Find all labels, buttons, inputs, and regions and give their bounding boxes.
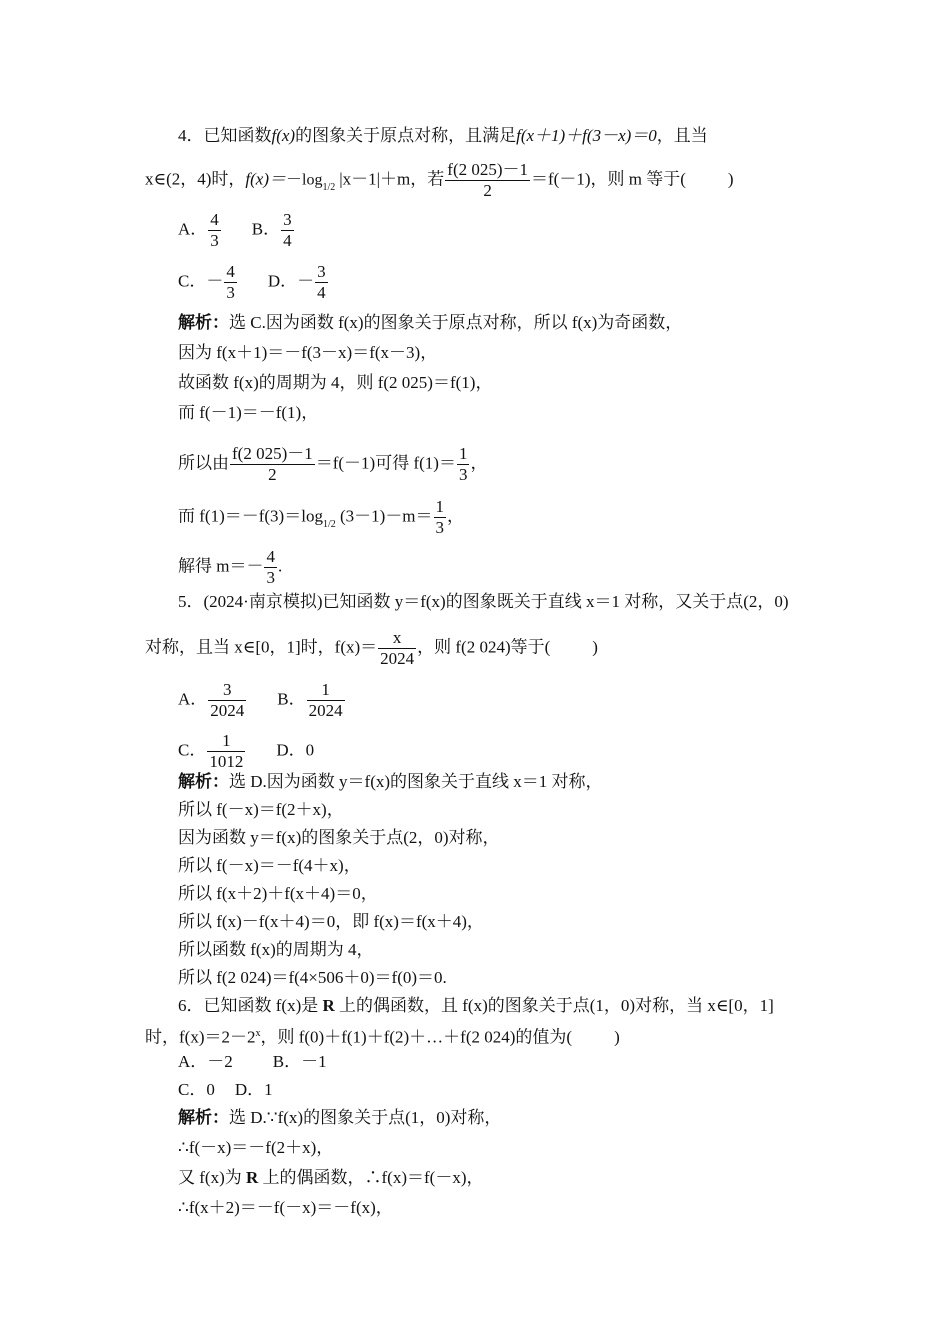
- q6-analysis-line1: 解析：选 D.∵f(x)的图象关于点(1，0)对称，: [178, 1108, 502, 1127]
- q4-stem-line2: x∈(2，4)时，$f(x)=-\log_{1/2}$ |x－1|＋m，若 $\frac{f(2 025)-1}{2}$ ＝f(－1)，则 m 等于( ): [145, 160, 734, 200]
- q6-stem-line1: 6．已知函数 f(x)是 R 上的偶函数，且 f(x)的图象关于点(1，0)对称，当 x∈[0，1]: [178, 996, 774, 1015]
- option-a-fraction: $\frac{4}{3}$: [210, 210, 219, 250]
- q5-analysis-line7: 所以函数 f(x)的周期为 4，: [178, 940, 374, 959]
- q4-analysis-line5: 所以由 $\frac{f(2 025)-1}{2}$ ＝f(－1)可得 f(1)＝ $\frac{1}{3}$ ，: [178, 444, 488, 484]
- q4-analysis-line7: 解得 m＝－ $\frac{4}{3}$ .: [178, 547, 283, 587]
- q4-analysis-line2: 因为 f(x＋1)＝－f(3－x)＝f(x－3)，: [178, 343, 438, 362]
- q5-options-ab: A． $\frac{3}{2024}$ B． $\frac{1}{2024}$: [178, 680, 343, 720]
- q6-analysis-line4: ∴f(x＋2)＝－f(－x)＝－f(x)，: [178, 1198, 393, 1217]
- q5-analysis-line1: 解析：选 D.因为函数 y＝f(x)的图象关于直线 x＝1 对称，: [178, 772, 603, 791]
- q5-stem-line1: 5．(2024·南京模拟)已知函数 y＝f(x)的图象既关于直线 x＝1 对称，又关于点(2，0): [178, 592, 789, 611]
- q4-analysis-line1: 解析：选 C.因为函数 f(x)的图象关于原点对称，所以 f(x)为奇函数，: [178, 313, 683, 332]
- q4-stem-line1: 4．已知函数f(x)的图象关于原点对称，且满足f(x＋1)＋f(3－x)＝0，且当: [178, 126, 708, 145]
- q4-options-cd: C．－ $\frac{4}{3}$ D．－ $\frac{3}{4}$: [178, 262, 326, 302]
- option-b-fraction: $\frac{3}{4}$: [283, 210, 292, 250]
- q5-analysis-line3: 因为函数 y＝f(x)的图象关于点(2，0)对称，: [178, 828, 500, 847]
- q4-analysis-line6: 而 $f(1)=-f(3)=\log_{1/2}$ (3－1)－m＝ $\frac{1}{3}$ ，: [178, 497, 465, 537]
- option-c-fraction: $\frac{4}{3}$: [226, 262, 235, 302]
- q6-options-ab: A．－2 B．－1: [178, 1052, 327, 1071]
- q5-options-cd: C． $\frac{1}{1012}$ D．0: [178, 731, 315, 771]
- q5-analysis-line2: 所以 f(－x)＝f(2＋x)，: [178, 800, 344, 819]
- q4-fraction: $\frac{f(2 025)-1}{2}$: [447, 160, 529, 200]
- q5-stem-line2: 对称，且当 x∈[0，1]时，f(x)＝ $\frac{x}{2024}$ ，则 f(2 024)等于( ): [145, 628, 598, 668]
- q6-analysis-line3: 又 f(x)为 R 上的偶函数，∴f(x)＝f(－x)，: [178, 1168, 484, 1187]
- q5-analysis-line6: 所以 f(x)－f(x＋4)＝0，即 f(x)＝f(x＋4)，: [178, 912, 484, 931]
- q4-analysis-line3: 故函数 f(x)的周期为 4，则 f(2 025)＝f(1)，: [178, 373, 493, 392]
- q5-analysis-line4: 所以 f(－x)＝－f(4＋x)，: [178, 856, 361, 875]
- q6-stem-line2: 时，$f(x)=2-2^x$，则 f(0)＋f(1)＋f(2)＋…＋f(2 024)的值为( ): [145, 1027, 620, 1047]
- q4-analysis-line4: 而 f(－1)＝－f(1)，: [178, 403, 319, 422]
- q6-analysis-line2: ∴f(－x)＝－f(2＋x)，: [178, 1138, 334, 1157]
- option-d-fraction: $\frac{3}{4}$: [317, 262, 326, 302]
- log-base: 1/2: [322, 182, 336, 194]
- q5-analysis-line5: 所以 f(x＋2)＋f(x＋4)＝0，: [178, 884, 378, 903]
- q4-options-ab: A． $\frac{4}{3}$ B． $\frac{3}{4}$: [178, 210, 292, 250]
- q5-analysis-line8: 所以 f(2 024)＝f(4×506＋0)＝f(0)＝0.: [178, 968, 447, 987]
- q6-options-cd: C．0 D．1: [178, 1080, 273, 1099]
